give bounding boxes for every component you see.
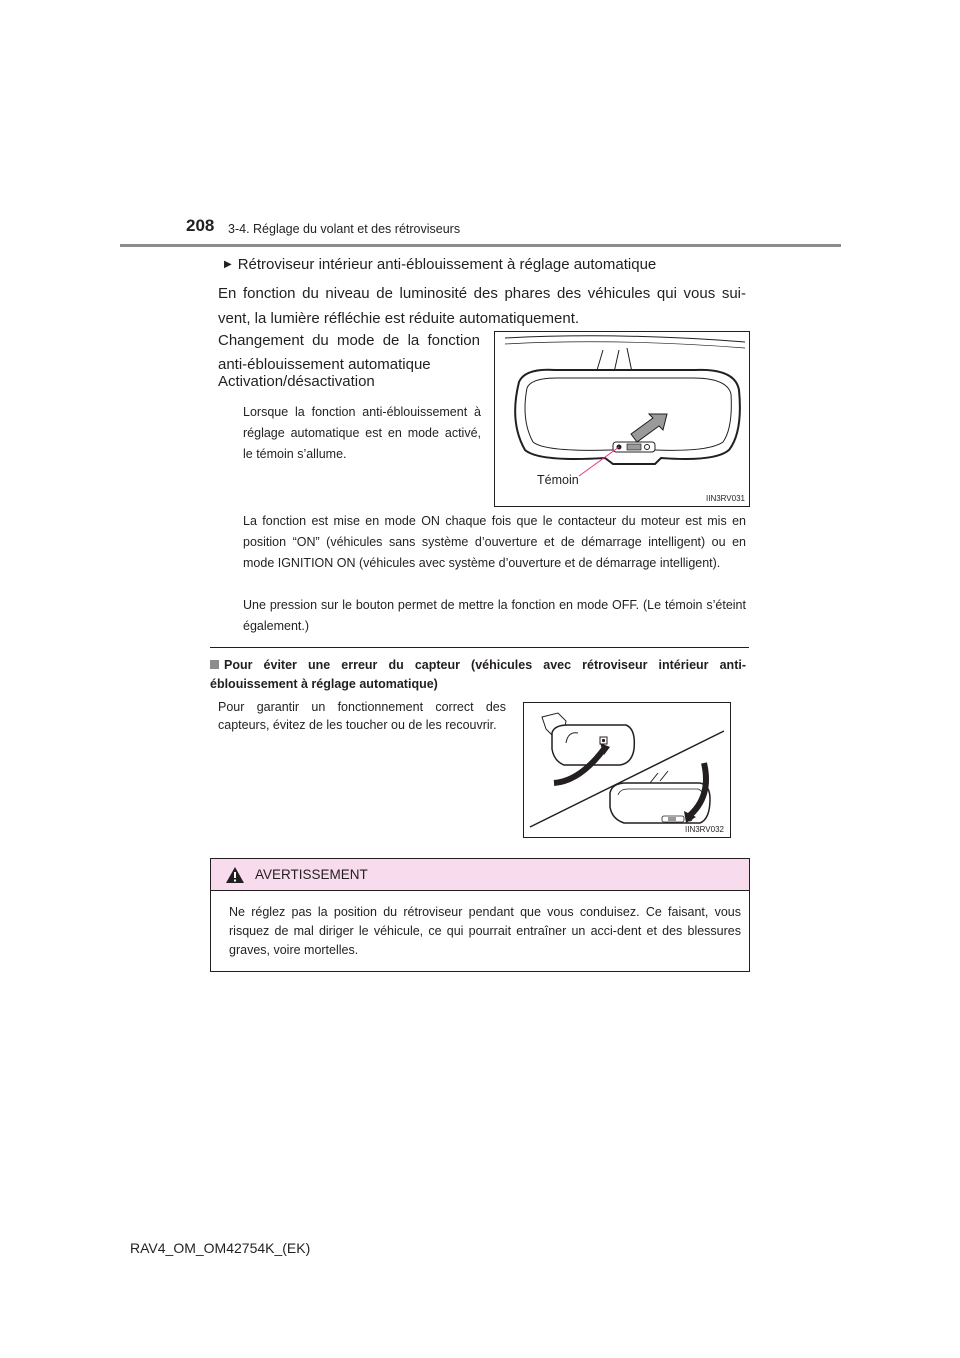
mirror-figure — [494, 331, 750, 507]
warning-text: Ne réglez pas la position du rétroviseur pendant que vous conduisez. Ce faisant, vous risquez de mal diriger le véhicule, ce qui pourrait entraîner un acci-dent et des blessures graves, voire mortelles. — [229, 905, 741, 957]
off-mode-description: Une pression sur le bouton permet de mettre la fonction en mode OFF. (Le témoin s’éteint également.) — [243, 598, 746, 633]
mode-title: Changement du mode de la fonction anti-éblouissement automatique — [218, 332, 480, 373]
activation-description: Lorsque la fonction anti-éblouissement à réglage automatique est en mode activé, le témoin s’allume. — [243, 405, 481, 461]
sub-heading — [224, 256, 656, 273]
bullet-heading — [210, 656, 746, 694]
warning-header — [211, 859, 749, 891]
section-header: 3-4. Réglage du volant et des rétroviseurs — [228, 222, 461, 236]
square-bullet-icon — [210, 660, 219, 669]
sensor-description: Pour garantir un fonctionnement correct des capteurs, évitez de les toucher ou de les recouvrir. — [218, 700, 506, 732]
indicator-label: Témoin — [537, 473, 579, 487]
section-rule — [210, 647, 749, 648]
bullet-heading-text: Pour éviter une erreur du capteur (véhicules avec rétroviseur intérieur anti-éblouissement à réglage automatique) — [210, 658, 746, 691]
on-mode-description: La fonction est mise en mode ON chaque fois que le contacteur du moteur est mis en position “ON” (véhicules sans système d’ouverture et de démarrage intelligent) ou en mode IGNITION ON (véhicules avec système d’ouverture et de démarrage intelligent). — [243, 514, 746, 570]
triangle-bullet-icon: ▶ — [224, 259, 232, 270]
figure-code: IIN3RV032 — [685, 825, 724, 834]
page-number: 208 — [186, 216, 215, 235]
mirror-illustration — [495, 332, 749, 506]
sensor-illustration — [524, 703, 730, 837]
intro-paragraph: En fonction du niveau de luminosité des phares des véhicules qui vous sui-vent, la lumière réfléchie est réduite automatiquement. — [218, 285, 746, 327]
sensor-figure — [523, 702, 731, 838]
sub-heading-text: Rétroviseur intérieur anti-éblouissement à réglage automatique — [237, 256, 657, 273]
activation-title: Activation/désactivation — [218, 373, 375, 390]
figure-code: IIN3RV031 — [706, 494, 745, 503]
document-id: RAV4_OM_OM42754K_(EK) — [130, 1240, 311, 1256]
warning-title: AVERTISSEMENT — [255, 867, 368, 882]
warning-icon — [225, 866, 245, 884]
warning-box — [210, 858, 750, 972]
header-rule — [120, 244, 841, 247]
